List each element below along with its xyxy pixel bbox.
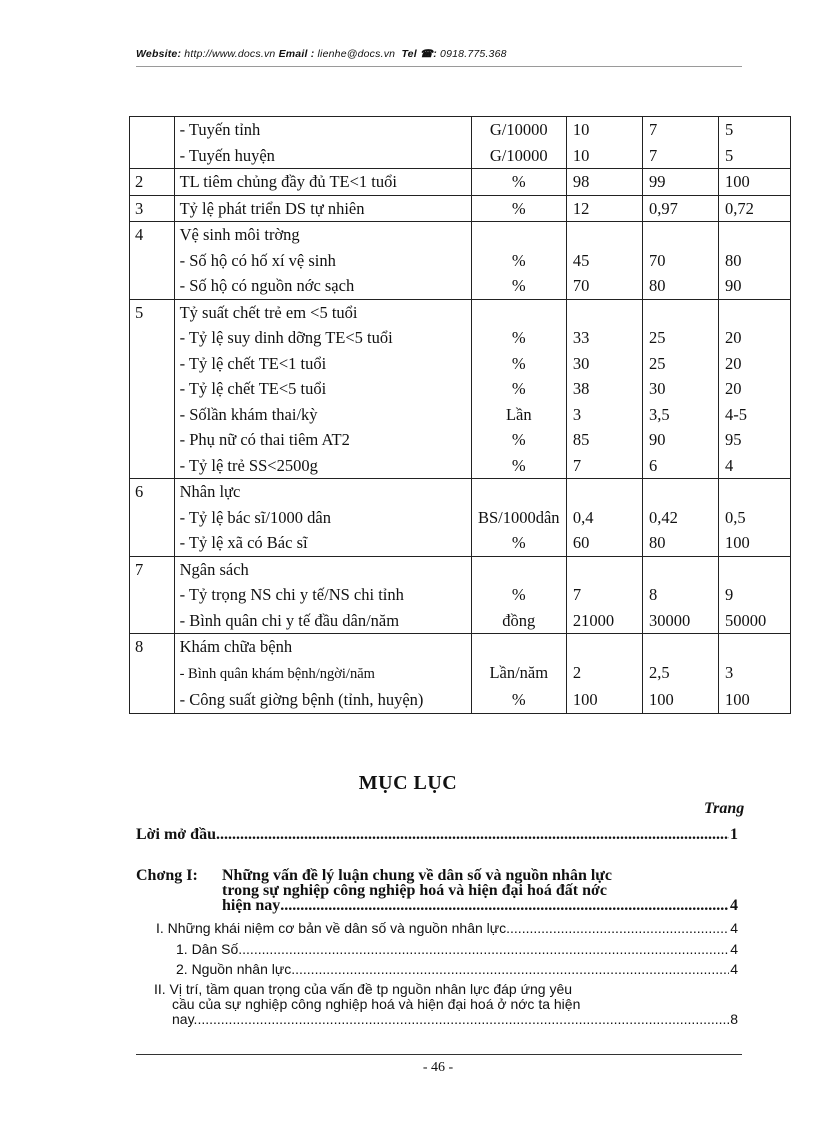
cell-number	[130, 687, 175, 714]
cell-number: 5	[130, 299, 175, 325]
cell-indicator: - Tỷ lệ suy dinh dỡng TE<5 tuổi	[174, 325, 471, 351]
cell-number: 4	[130, 222, 175, 248]
chapter-title-line-3: hiện nay	[222, 897, 281, 914]
cell-value-2: 25	[642, 325, 718, 351]
table-row	[130, 582, 791, 608]
cell-number	[130, 582, 175, 608]
cell-indicator: - Tỷ lệ chết TE<5 tuổi	[174, 376, 471, 402]
cell-value-2: 7	[642, 117, 718, 143]
cell-indicator: - Sốlần khám thai/kỳ	[174, 402, 471, 428]
cell-value-2: 25	[642, 351, 718, 377]
cell-unit: %	[471, 195, 566, 222]
cell-value-3: 20	[718, 376, 790, 402]
cell-value-3	[718, 479, 790, 505]
cell-value-2: 70	[642, 248, 718, 274]
page-number: - 46 -	[422, 1060, 454, 1075]
cell-value-1: 38	[566, 376, 642, 402]
cell-number	[130, 117, 175, 143]
toc-entry-section-1[interactable]	[136, 920, 738, 936]
cell-value-1: 85	[566, 427, 642, 453]
cell-number	[130, 505, 175, 531]
cell-indicator: TL tiêm chủng đầy đủ TE<1 tuổi	[174, 169, 471, 196]
page-header	[136, 48, 742, 60]
cell-unit: G/10000	[471, 117, 566, 143]
cell-unit	[471, 299, 566, 325]
table-row	[130, 402, 791, 428]
cell-value-1: 100	[566, 687, 642, 714]
cell-value-1: 12	[566, 195, 642, 222]
cell-indicator: - Tỷ trọng NS chi y tế/NS chi tỉnh	[174, 582, 471, 608]
chapter-title-line-2: trong sự nghiệp công nghiệp hoá và hiện đại hoá đất nớc	[222, 882, 607, 899]
cell-value-1: 30	[566, 351, 642, 377]
cell-indicator	[174, 660, 471, 688]
toc-dot-leader	[280, 898, 729, 913]
cell-indicator: Nhân lực	[174, 479, 471, 505]
toc-dot-leader	[216, 826, 729, 844]
cell-value-3: 100	[718, 530, 790, 556]
cell-value-3: 80	[718, 248, 790, 274]
cell-value-2: 0,97	[642, 195, 718, 222]
table-row	[130, 248, 791, 274]
cell-indicator: - Số hộ có nguồn nớc sạch	[174, 273, 471, 299]
table-row	[130, 608, 791, 634]
cell-value-3: 20	[718, 325, 790, 351]
cell-unit: G/10000	[471, 143, 566, 169]
cell-indicator: - Phụ nữ có thai tiêm AT2	[174, 427, 471, 453]
cell-value-2: 2,5	[642, 660, 718, 688]
toc-dot-leader	[291, 961, 729, 977]
cell-value-3: 3	[718, 660, 790, 688]
cell-indicator: - Bình quân chi y tế đầu dân/năm	[174, 608, 471, 634]
header-divider	[136, 66, 742, 67]
toc-entry-loi-mo-dau[interactable]	[136, 826, 738, 844]
toc-entry-subsection-1[interactable]	[136, 941, 738, 957]
table-body	[130, 117, 791, 714]
cell-value-1	[566, 299, 642, 325]
cell-number	[130, 143, 175, 169]
cell-unit	[471, 222, 566, 248]
cell-indicator: Khám chữa bệnh	[174, 634, 471, 660]
section-title-line-2: cầu của sự nghiệp công nghiệp hoá và hiện đại hoá ở nớc ta hiện	[172, 996, 581, 1012]
cell-value-3: 5	[718, 143, 790, 169]
table-row	[130, 299, 791, 325]
toc-entry-page: 8	[730, 1011, 738, 1027]
cell-value-1: 60	[566, 530, 642, 556]
chapter-title-line-1: Những vấn đề lý luận chung về dân số và nguồn nhân lực	[222, 867, 612, 884]
cell-number	[130, 325, 175, 351]
cell-value-3: 4	[718, 453, 790, 479]
cell-value-2: 100	[642, 687, 718, 714]
table-row	[130, 453, 791, 479]
toc-dot-leader	[238, 941, 729, 957]
table-row	[130, 556, 791, 582]
toc-dot-leader	[197, 1012, 729, 1027]
cell-value-3: 50000	[718, 608, 790, 634]
toc-entry-page: 4	[730, 920, 738, 936]
footer-divider	[136, 1054, 742, 1055]
cell-unit: %	[471, 530, 566, 556]
toc-entry-chapter-1[interactable]	[136, 868, 738, 913]
cell-value-1	[566, 479, 642, 505]
cell-indicator: - Tỷ lệ xã có Bác sĩ	[174, 530, 471, 556]
cell-indicator: Vệ sinh môi trờng	[174, 222, 471, 248]
cell-value-3: 5	[718, 117, 790, 143]
cell-value-2	[642, 634, 718, 660]
cell-value-1: 10	[566, 117, 642, 143]
website-label: Website:	[136, 48, 182, 60]
cell-value-2: 30000	[642, 608, 718, 634]
cell-indicator: Tỷ suất chết trẻ em <5 tuổi	[174, 299, 471, 325]
table-row	[130, 351, 791, 377]
cell-value-2: 90	[642, 427, 718, 453]
cell-value-1: 2	[566, 660, 642, 688]
email-label: Email :	[278, 48, 315, 60]
cell-unit	[471, 479, 566, 505]
cell-value-3: 9	[718, 582, 790, 608]
toc-entry-section-2[interactable]	[136, 982, 738, 1027]
cell-unit	[471, 556, 566, 582]
cell-unit: Lần	[471, 402, 566, 428]
table-row	[130, 117, 791, 143]
cell-unit: %	[471, 169, 566, 196]
cell-value-1	[566, 222, 642, 248]
cell-number	[130, 402, 175, 428]
cell-value-3: 4-5	[718, 402, 790, 428]
cell-unit: %	[471, 582, 566, 608]
cell-number	[130, 376, 175, 402]
cell-unit: đồng	[471, 608, 566, 634]
cell-value-2: 8	[642, 582, 718, 608]
cell-number	[130, 453, 175, 479]
table-row	[130, 634, 791, 660]
table-row	[130, 169, 791, 196]
cell-value-1: 70	[566, 273, 642, 299]
cell-value-3: 0,5	[718, 505, 790, 531]
cell-number: 8	[130, 634, 175, 660]
cell-unit: %	[471, 325, 566, 351]
cell-unit	[471, 634, 566, 660]
cell-indicator-text: - Công suất giờng bệnh (tỉnh, huyện)	[179, 690, 424, 709]
cell-unit: %	[471, 427, 566, 453]
toc-entry-subsection-2[interactable]	[136, 961, 738, 977]
cell-value-1: 0,4	[566, 505, 642, 531]
cell-value-1	[566, 634, 642, 660]
cell-indicator: Tỷ lệ phát triển DS tự nhiên	[174, 195, 471, 222]
toc-entry-text: I. Những khái niệm cơ bản về dân số và nguồn nhân lực	[156, 920, 507, 936]
cell-indicator: Ngân sách	[174, 556, 471, 582]
table-row	[130, 479, 791, 505]
section-title-line-1: II. Vị trí, tầm quan trọng của vấn đề tp nguồn nhân lực đáp ứng yêu	[154, 981, 573, 997]
toc-entry-page: 4	[730, 941, 738, 957]
cell-value-2: 0,42	[642, 505, 718, 531]
cell-value-2: 99	[642, 169, 718, 196]
cell-number	[130, 530, 175, 556]
cell-indicator: - Tuyến tỉnh	[174, 117, 471, 143]
cell-value-1: 7	[566, 582, 642, 608]
toc-page-column-label: Trang	[704, 800, 745, 817]
toc-title: MỤC LỤC	[358, 772, 458, 794]
cell-unit: %	[471, 351, 566, 377]
website-value[interactable]: http://www.docs.vn	[184, 48, 276, 60]
cell-unit: %	[471, 248, 566, 274]
toc-dot-leader	[506, 920, 729, 936]
toc-entry-page: 1	[730, 826, 738, 843]
cell-value-3	[718, 634, 790, 660]
cell-number	[130, 273, 175, 299]
cell-value-1: 33	[566, 325, 642, 351]
cell-value-3: 100	[718, 687, 790, 714]
cell-number	[130, 351, 175, 377]
table-row	[130, 143, 791, 169]
toc-entry-text: 1. Dân Số	[176, 941, 239, 957]
cell-value-2: 6	[642, 453, 718, 479]
cell-indicator: - Tỷ lệ chết TE<1 tuổi	[174, 351, 471, 377]
tel-label: Tel ☎:	[401, 48, 437, 60]
cell-indicator: - Tỷ lệ trẻ SS<2500g	[174, 453, 471, 479]
cell-indicator: - Số hộ có hố xí vệ sinh	[174, 248, 471, 274]
cell-value-1: 45	[566, 248, 642, 274]
cell-indicator: - Tỷ lệ bác sĩ/1000 dân	[174, 505, 471, 531]
table-row	[130, 660, 791, 688]
health-indicators-table	[129, 116, 791, 714]
cell-value-1: 3	[566, 402, 642, 428]
cell-value-3: 95	[718, 427, 790, 453]
cell-value-3: 100	[718, 169, 790, 196]
section-title-line-3: nay.	[172, 1011, 198, 1027]
chapter-label: Chơng I:	[136, 867, 198, 884]
toc-entry-text: 2. Nguồn nhân lực	[176, 961, 292, 977]
cell-value-2: 30	[642, 376, 718, 402]
cell-unit: %	[471, 376, 566, 402]
toc-entry-text: Lời mở đầu	[136, 826, 216, 843]
cell-value-1: 21000	[566, 608, 642, 634]
cell-number: 3	[130, 195, 175, 222]
cell-number	[130, 660, 175, 688]
cell-value-3	[718, 556, 790, 582]
cell-indicator-text: - Bình quân khám bệnh/ngời/năm	[179, 665, 375, 682]
cell-number: 7	[130, 556, 175, 582]
cell-value-2: 3,5	[642, 402, 718, 428]
table-row	[130, 195, 791, 222]
cell-number	[130, 248, 175, 274]
cell-indicator: - Tuyến huyện	[174, 143, 471, 169]
cell-number: 2	[130, 169, 175, 196]
cell-value-2: 80	[642, 530, 718, 556]
cell-unit: BS/1000dân	[471, 505, 566, 531]
cell-value-2	[642, 222, 718, 248]
cell-value-1	[566, 556, 642, 582]
table-row	[130, 530, 791, 556]
toc-entry-page: 4	[730, 961, 738, 977]
cell-value-1: 10	[566, 143, 642, 169]
cell-number	[130, 427, 175, 453]
table-row	[130, 325, 791, 351]
cell-unit: %	[471, 687, 566, 714]
cell-number	[130, 608, 175, 634]
cell-value-3	[718, 299, 790, 325]
toc-entry-page: 4	[730, 897, 738, 914]
cell-number: 6	[130, 479, 175, 505]
tel-value: 0918.775.368	[440, 48, 507, 60]
cell-value-2: 80	[642, 273, 718, 299]
table-row	[130, 376, 791, 402]
cell-value-3	[718, 222, 790, 248]
table-row	[130, 687, 791, 714]
cell-value-1: 7	[566, 453, 642, 479]
cell-value-2	[642, 479, 718, 505]
email-value[interactable]: lienhe@docs.vn	[317, 48, 396, 60]
table-row	[130, 427, 791, 453]
cell-unit: %	[471, 273, 566, 299]
cell-value-2	[642, 299, 718, 325]
cell-value-1: 98	[566, 169, 642, 196]
cell-value-3: 20	[718, 351, 790, 377]
cell-unit: Lần/năm	[471, 660, 566, 688]
cell-value-2	[642, 556, 718, 582]
cell-unit: %	[471, 453, 566, 479]
table-row	[130, 505, 791, 531]
table-row	[130, 222, 791, 248]
table-row	[130, 273, 791, 299]
cell-indicator	[174, 687, 471, 714]
cell-value-3: 0,72	[718, 195, 790, 222]
cell-value-3: 90	[718, 273, 790, 299]
cell-value-2: 7	[642, 143, 718, 169]
